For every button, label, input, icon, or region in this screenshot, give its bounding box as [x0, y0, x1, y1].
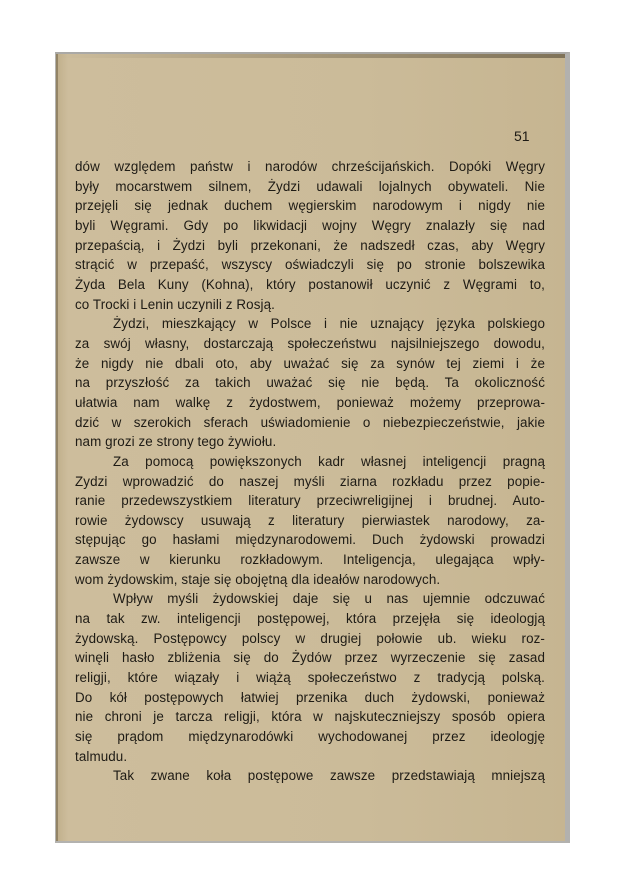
text-line: nie chroni je tarcza religji, która w najskuteczniejszy sposób opiera	[75, 709, 545, 725]
text-line: winęli hasło zbliżenia się do Żydów przez wyrzeczenie się zasad	[75, 650, 545, 666]
text-line: Do kół postępowych łatwiej przenika duch żydowski, ponieważ	[75, 689, 545, 705]
text-line: Wpływ myśli żydowskiej daje się u nas ujemnie odczuwać	[113, 591, 545, 607]
text-line: Żyda Bela Kuny (Kohna), który postanowił uczynić z Węgrami to,	[75, 276, 545, 292]
text-line: dzić w szerokich sferach uświadomienie o niebezpieczeństwie, jakie	[75, 414, 545, 430]
text-line: za swój własny, dostarczają społeczeństwu najsilniejszego dowodu,	[75, 335, 545, 351]
text-line: religji, które wiązały i wiążą społeczeństwo z tradycją polską.	[75, 670, 545, 686]
text-line: były mocarstwem silnem, Żydzi udawali lojalnych obywateli. Nie	[75, 178, 545, 194]
text-line: zawsze w kierunku rozkładowym. Inteligencja, ulegająca wpły-	[75, 552, 545, 568]
text-line: talmudu.	[75, 748, 128, 764]
page-body-text	[75, 157, 545, 786]
text-line: Żydzi, mieszkający w Polsce i nie uznający języka polskiego	[113, 316, 545, 332]
text-line: się prądom międzynarodówki wychodowanej przez ideologję	[75, 729, 545, 745]
paragraph-3	[75, 452, 545, 590]
paragraph-1	[75, 157, 545, 314]
text-line: Tak zwane koła postępowe zawsze przedstawiają mniejszą	[113, 768, 545, 784]
text-line: przepaścią, i Żydzi byli przekonani, że nadszedł czas, aby Węgry	[75, 237, 545, 253]
text-line: przejęli się jednak duchem węgierskim narodowym i nigdy nie	[75, 198, 545, 214]
text-line: co Trocki i Lenin uczynili z Rosją.	[75, 296, 275, 312]
page-number: 51	[514, 128, 530, 144]
paragraph-2	[75, 314, 545, 452]
text-line: na przyszłość za takich uważać się nie będą. Ta okoliczność	[75, 375, 545, 391]
paragraph-5	[75, 766, 545, 786]
text-line: Za pomocą powiększonych kadr własnej inteligencji pragną	[113, 453, 545, 469]
text-line: rowie żydowscy usuwają z literatury pierwiastek narodowy, za-	[75, 512, 545, 528]
text-line: że nigdy nie dbali oto, aby uważać się za synów tej ziemi i że	[75, 355, 545, 371]
text-line: nam grozi ze strony tego żywiołu.	[75, 434, 277, 450]
text-line: na tak zw. inteligencji postępowej, która przejęła się ideologją	[75, 611, 545, 627]
text-line: strącić w przepaść, wszyscy oświadczyli się po stronie bolszewika	[75, 257, 545, 273]
text-line: Zydzi wprowadzić do naszej myśli ziarna rozkładu przez popie-	[75, 473, 545, 489]
text-line: byli Węgrami. Gdy po likwidacji wojny Węgry znalazły się nad	[75, 217, 545, 233]
text-line: wom żydowskim, staje się obojętną dla ideałów narodowych.	[75, 571, 441, 587]
text-line: ranie przedewszystkiem literatury przeciwreligijnej i brudnej. Auto-	[75, 493, 545, 509]
text-line: dów względem państw i narodów chrześcijańskich. Dopóki Węgry	[75, 159, 545, 174]
text-line: stępując go hasłami międzynarodowemi. Duch żydowski prowadzi	[75, 532, 545, 548]
text-line: ułatwia nam walkę z żydostwem, ponieważ możemy przeprowa-	[75, 394, 545, 410]
paragraph-4	[75, 589, 545, 766]
text-line: żydowską. Postępowcy polscy w drugiej połowie ub. wieku roz-	[75, 630, 545, 646]
